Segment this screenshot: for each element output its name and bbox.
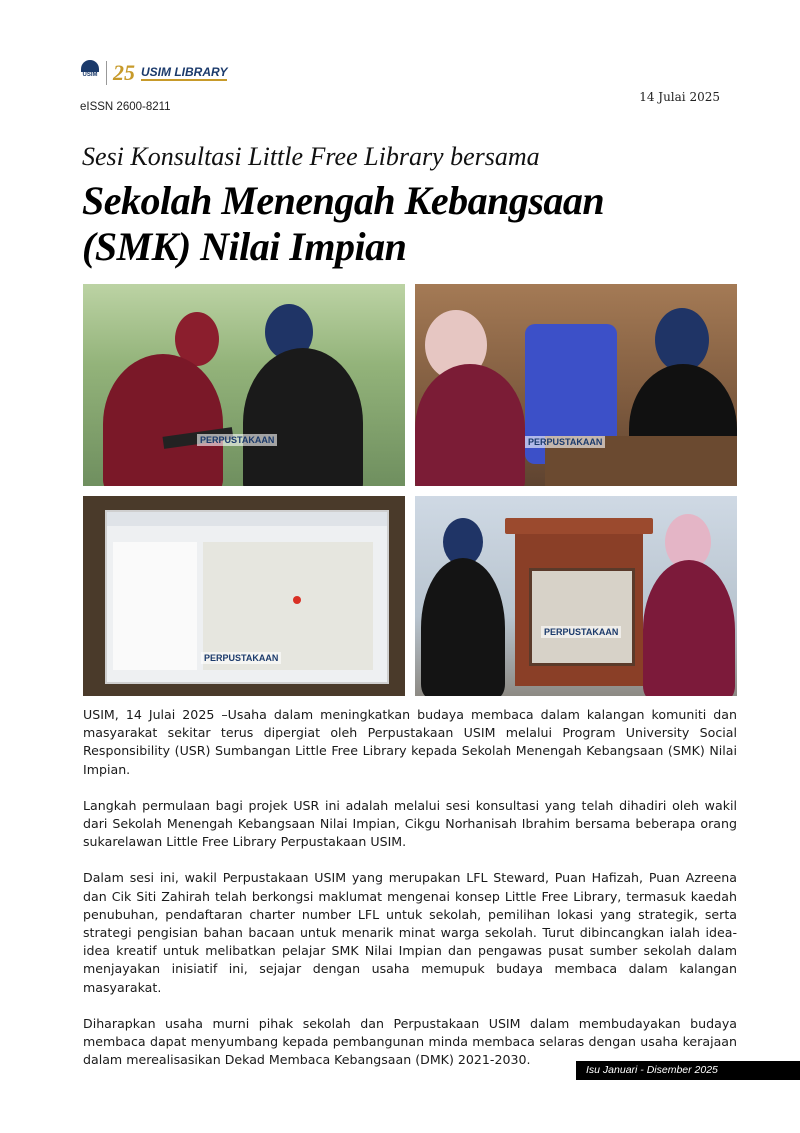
publication-date: 14 Julai 2025 [639, 90, 720, 104]
article-paragraph-2: Langkah permulaan bagi projek USR ini adalah melalui sesi konsultasi yang telah dihadiri oleh wakil dari Sekolah Menengah Kebangsaan Nilai Impian, Cikgu Norhanisah Ibrahim bersama beberapa orang sukarelawan Little Free Library Perpustakaan USIM. [83, 797, 737, 850]
photo-little-free-library-box [415, 496, 737, 696]
photo-watermark: PERPUSTAKAAN [541, 626, 621, 638]
photo-projector-screen [83, 496, 405, 696]
article-body [83, 706, 737, 1087]
anniversary-logo: 25 [113, 60, 135, 85]
article-title: Sekolah Menengah Kebangsaan (SMK) Nilai Impian [82, 178, 605, 269]
photo-watermark: PERPUSTAKAAN [525, 436, 605, 448]
article-paragraph-4: Diharapkan usaha murni pihak sekolah dan Perpustakaan USIM dalam membudayakan budaya membaca dapat menyumbang kepada pembangunan minda membaca selaras dengan usaha kerajaan dalam merealisasikan Dekad Membaca Kebangsaan (DMK) 2021-2030. [83, 1015, 737, 1068]
usim-logo-text: USIM [82, 72, 98, 78]
photo-watermark: PERPUSTAKAAN [201, 652, 281, 664]
usim-logo [80, 60, 100, 86]
article-paragraph-3: Dalam sesi ini, wakil Perpustakaan USIM yang merupakan LFL Steward, Puan Hafizah, Puan Azreena dan Cik Siti Zahirah telah berkongsi maklumat mengenai konsep Little Free Library, termasuk kaedah penubuhan, pendaftaran charter number LFL untuk sekolah, pemilihan lokasi yang strategik, serta strategi pengisian bahan bacaan untuk menarik minat warga sekolah. Turut dibincangkan ialah idea-idea kreatif untuk melibatkan pelajar SMK Nilai Impian dan pengawas pusat sumber sekolah dalam menjayakan inisiatif ini, sejajar dengan usaha memupuk budaya membaca dalam kalangan masyarakat. [83, 870, 737, 995]
photo-meeting-desk [415, 284, 737, 486]
article-subtitle: Sesi Konsultasi Little Free Library bersama [82, 142, 540, 171]
photo-consultation-tablet [83, 284, 405, 486]
article-paragraph-1: USIM, 14 Julai 2025 –Usaha dalam meningkatkan budaya membaca dalam kalangan komuniti dan masyarakat sekitar terus dipergiat oleh Perpustakaan USIM melalui Program University Social Responsibility (USR) Sumbangan Little Free Library kepada Sekolah Menengah Kebangsaan (SMK) Nilai Impian. [83, 707, 737, 777]
issue-footer: Isu Januari - Disember 2025 [576, 1061, 800, 1080]
eissn-label: eISSN 2600-8211 [80, 101, 171, 113]
photo-collage [83, 284, 737, 696]
usim-library-logo: USIM LIBRARY [141, 65, 228, 79]
photo-watermark: PERPUSTAKAAN [197, 434, 277, 446]
logo-divider [106, 61, 107, 85]
header-logos [80, 60, 227, 86]
